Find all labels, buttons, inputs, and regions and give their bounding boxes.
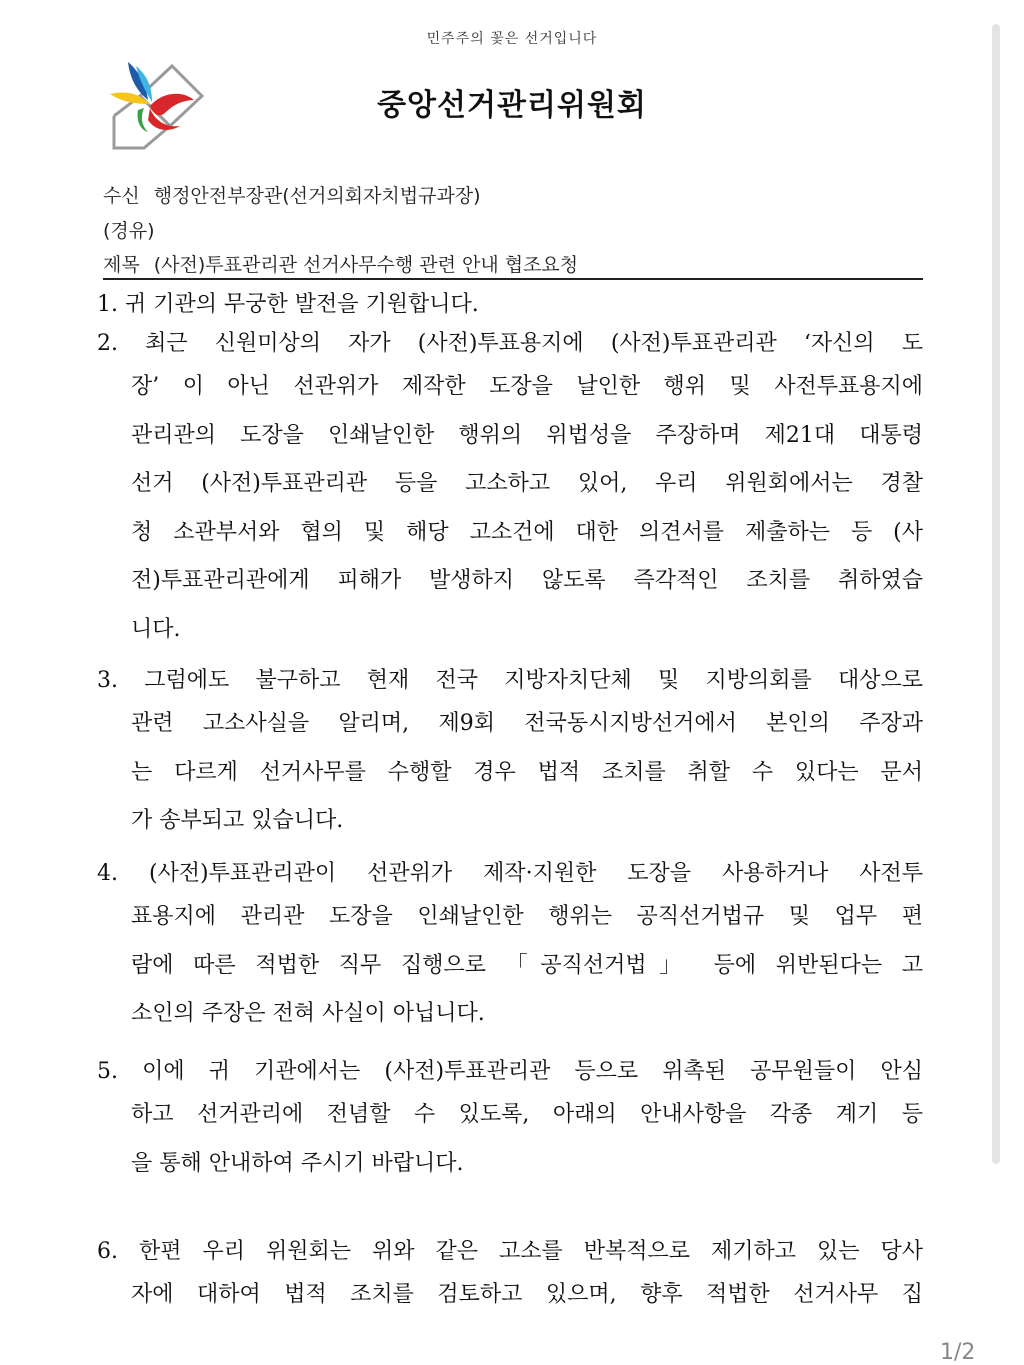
recipient-row [103, 181, 923, 208]
paragraph-line: 전)투표관리관에게 피해가 발생하지 않도록 즉각적인 조치를 취하였습 [131, 568, 923, 593]
paragraph-line: 하고 선거관리에 전념할 수 있도록, 아래의 안내사항을 각종 계기 등 [131, 1102, 923, 1127]
paragraph-line: 청 소관부서와 협의 및 해당 고소건에 대한 의견서를 제출하는 등 (사 [131, 519, 923, 545]
header-divider [103, 278, 923, 280]
paragraph-line: 소인의 주장은 전혀 사실이 아닙니다. [131, 1001, 485, 1026]
paragraph-line: 는 다르게 선거사무를 수행할 경우 법적 조치를 취할 수 있다는 문서 [131, 759, 923, 785]
paragraph-line: 가 송부되고 있습니다. [131, 808, 344, 833]
paragraph-line: 1. 귀 기관의 무궁한 발전을 기원합니다. [97, 292, 479, 317]
paragraph-line: 자에 대하여 법적 조치를 검토하고 있으며, 향후 적법한 선거사무 집 [131, 1282, 923, 1307]
recipient-label: 수신 [103, 185, 140, 207]
paragraph-5 [97, 1053, 923, 1188]
paragraph-line: 람에 따른 적법한 직무 집행으로 「공직선거법」 등에 위반된다는 고 [131, 952, 923, 978]
recipient-value: 행정안전부장관(선거의회자치법규과장) [153, 185, 481, 207]
paragraph-4 [97, 855, 923, 1039]
paragraph-line: 관련 고소사실을 알리며, 제9회 전국동시지방선거에서 본인의 주장과 [131, 711, 923, 736]
subject-row [103, 250, 923, 277]
organization-title: 중앙선거관리위원회 [377, 88, 647, 123]
page-indicator: 1/2 [940, 1340, 976, 1365]
paragraph-line: 을 통해 안내하여 주시기 바랍니다. [131, 1150, 464, 1176]
paragraph-line: 5. 이에 귀 기관에서는 (사전)투표관리관 등으로 위촉된 공무원들이 안심 [97, 1059, 923, 1084]
paragraph-line: 4. (사전)투표관리관이 선관위가 제작·지원한 도장을 사용하거나 사전투 [97, 861, 923, 886]
paragraph-6 [97, 1233, 923, 1320]
paragraph-line: 6. 한편 우리 위원회는 위와 같은 고소를 반복적으로 제기하고 있는 당사 [97, 1239, 923, 1264]
paragraph-line: 관리관의 도장을 인쇄날인한 행위의 위법성을 주장하며 제21대 대통령 [131, 422, 923, 448]
paragraph-1 [97, 286, 923, 324]
paragraph-line: 장’ 이 아닌 선관위가 제작한 도장을 날인한 행위 및 사전투표용지에 [131, 374, 923, 399]
paragraph-line: 선거 (사전)투표관리관 등을 고소하고 있어, 우리 위원회에서는 경찰 [131, 471, 923, 496]
paragraph-3 [97, 662, 923, 846]
subject-label: 제목 [103, 254, 140, 276]
paragraph-line: 니다. [131, 616, 181, 642]
subject-value: (사전)투표관리관 선거사무수행 관련 안내 협조요청 [153, 254, 579, 276]
paragraph-2 [97, 325, 923, 654]
paragraph-line: 2. 최근 신원미상의 자가 (사전)투표용지에 (사전)투표관리관 ‘자신의 도 [97, 331, 923, 356]
paragraph-line: 표용지에 관리관 도장을 인쇄날인한 행위는 공직선거법규 및 업무 편 [131, 904, 923, 929]
via-row [103, 216, 923, 243]
paragraph-line: 3. 그럼에도 불구하고 현재 전국 지방자치단체 및 지방의회를 대상으로 [97, 668, 923, 693]
vertical-scrollbar[interactable] [992, 24, 1000, 1164]
header-slogan: 민주주의 꽃은 선거입니다 [426, 31, 598, 47]
via-value: (경유) [103, 220, 155, 242]
